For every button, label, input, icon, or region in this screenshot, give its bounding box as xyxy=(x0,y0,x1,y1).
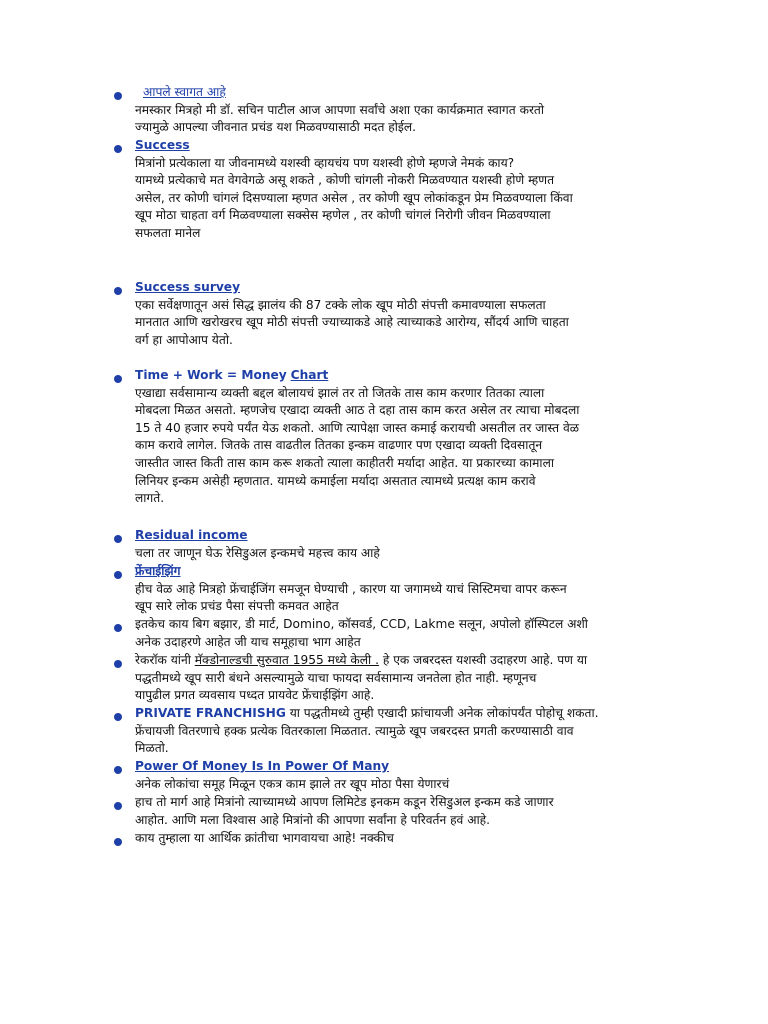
bullet-icon xyxy=(114,838,122,846)
item-body: हाच तो मार्ग आहे मित्रांनो त्याच्यामध्ये आपण लिमिटेड इनकम कडून रेसिडुअल इन्कम कडे जाणार आहोत. आणि मला विश्वास आहे मित्रांनो की आपणा सर्वांना हे परिवर्तन हवं आहे. xyxy=(135,795,554,827)
bullet-icon xyxy=(114,571,122,579)
item-text-rest: हे एक जबरदस्त यशस्वी उदाहरण आहे. पण या पद्धतीमध्ये खूप सारी बंधने असल्यामुळे याचा फायदा सर्वसामान्य जनतेला होत नाही. म्हणूनच यापुढील प्रगत व्यवसाय पध्दत प्रायवेट फ्रेंचाईझिंग आहे. xyxy=(135,653,588,703)
bullet-icon xyxy=(114,660,122,668)
bullet-icon xyxy=(114,802,122,810)
bullet-icon xyxy=(114,375,122,383)
item-inline-text: या पद्धतीमध्ये तुम्ही एखादी फ्रांचायजी अनेक लोकांपर्यंत पोहोचू शकता. xyxy=(285,706,599,720)
item-heading: PRIVATE FRANCHISHG xyxy=(135,706,286,720)
item-body: नमस्कार मित्रहो मी डॉ. सचिन पाटील आज आपणा सर्वांचे अशा एका कार्यक्रमात स्वागत करतो ज्यामुळे आपल्या जीवनात प्रचंड यश मिळवण्यासाठी मदत होईल. xyxy=(135,102,545,135)
item-heading: फ्रेंचाईझिंग xyxy=(135,564,181,578)
bullet-icon xyxy=(114,145,122,153)
bullet-icon xyxy=(114,624,122,632)
item-heading: Time + Work = Money xyxy=(135,368,287,382)
item-body: इतकेच काय बिग बझार, डी मार्ट, Domino, कॉसवर्ड, CCD, Lakme सलून, अपोलो हॉस्पिटल अशी अनेक उदाहरणे आहेत जी याच समूहाचा भाग आहेत xyxy=(135,617,588,649)
item-body: फ्रेंचायजी वितरणाचे हक्क प्रत्येक वितरकाला मिळतात. त्यामुळे खूप जबरदस्त प्रगती करण्यासाठी वाव मिळतो. xyxy=(135,723,574,756)
bullet-icon xyxy=(114,535,122,543)
item-heading: आपले स्वागत आहे xyxy=(143,85,226,99)
bullet-icon xyxy=(114,287,122,295)
item-heading: Success xyxy=(135,138,190,152)
item-body: एका सर्वेक्षणातून असं सिद्ध झालंय की 87 टक्के लोक खूप मोठी संपत्ती कमावण्याला सफलता मानतात आणि खरोखरच खूप मोठी संपत्ती ज्याच्याकडे आहे त्याच्याकडे आरोग्य, सौंदर्य आणि चाहता वर्ग हा आपोआप येतो. xyxy=(135,297,569,347)
item-text-start: रेकरॉक यांनी xyxy=(135,653,195,667)
item-body: मित्रांनो प्रत्येकाला या जीवनामध्ये यशस्वी व्हायचंय पण यशस्वी होणे म्हणजे नेमकं काय? यामध्ये प्रत्येकाचे मत वेगवेगळे असू शकते , कोणी चांगली नोकरी मिळवण्यात यशस्वी होणे म्हणत असेल, तर कोणी चांगलं दिसण्याला म्हणत असेल , तर कोणी खूप लोकांकडून प्रेम मिळवण्याला किंवा खूप मोठा चाहता वर्ग मिळवण्याला सक्सेस म्हणेल , तर कोणी चांगलं निरोगी जीवन मिळवण्याला सफलता मानेल xyxy=(135,155,573,240)
bullet-icon xyxy=(114,766,122,774)
bullet-icon xyxy=(114,92,122,100)
underlined-phrase: मॅक्डोनाल्डची सुरुवात 1955 मध्ये केली . xyxy=(194,653,379,667)
item-body: एखाद्या सर्वसामान्य व्यक्ती बद्दल बोलायचं झालं तर तो जितके तास काम करणार तितका त्याला मोबदला मिळत असतो. म्हणजेच एखादा व्यक्ती आठ ते दहा तास काम करत असेल तर त्याचा मोबदला 15 ते 40 हजार रुपये पर्यंत येऊ शकतो. आणि त्यापेक्षा जास्त कमाई करायची असतील तर जास्त वेळ काम करावे लागेल. जितके तास वाढतील तितका इन्कम वाढणार पण एखादा व्यक्ती दिवसातून जास्तीत जास्त किती तास काम करू शकतो त्याला काहीतरी मर्यादा आहेत. या प्रकारच्या कामाला लिनियर इन्कम असेही म्हणतात. यामध्ये कमाईला मर्यादा असतात त्यामध्ये प्रत्यक्ष काम करावे लागते. xyxy=(135,385,580,506)
item-heading: Success survey xyxy=(135,280,241,294)
bullet-icon xyxy=(114,713,122,721)
item-body: काय तुम्हाला या आर्थिक क्रांतीचा भागवायचा आहे! नक्कीच xyxy=(135,831,394,845)
item-body: चला तर जाणून घेऊ रेसिडुअल इन्कमचे महत्त्व काय आहे xyxy=(135,545,380,560)
item-heading: Residual income xyxy=(135,528,248,542)
chart-link[interactable]: Chart xyxy=(290,368,329,382)
item-heading: Power Of Money Is In Power Of Many xyxy=(135,759,390,773)
item-body: अनेक लोकांचा समूह मिळून एकत्र काम झाले तर खूप मोठा पैसा येणारचं xyxy=(135,776,450,791)
item-body: हीच वेळ आहे मित्रहो फ्रेंचाईजिंग समजून घेण्याची , कारण या जगामध्ये याचं सिस्टिमचा वापर करून खूप सारे लोक प्रचंड पैसा संपत्ती कमवत आहेत xyxy=(135,581,567,614)
